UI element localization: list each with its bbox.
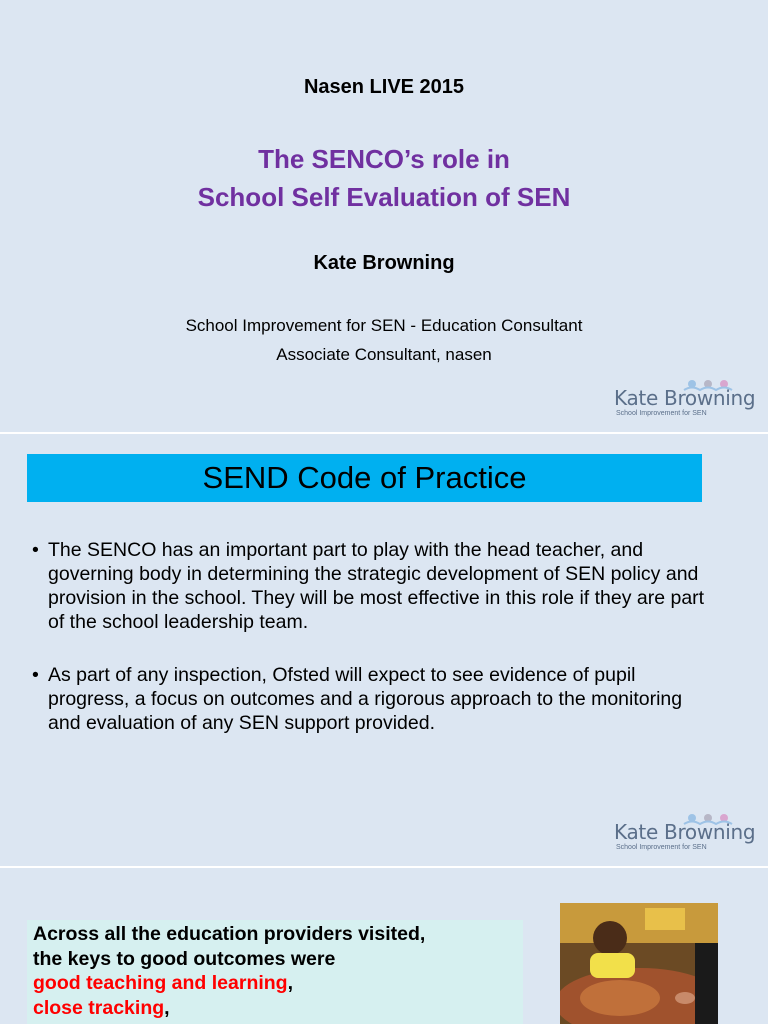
presentation-title xyxy=(0,140,768,216)
logo-name: Kate Browning xyxy=(614,820,756,844)
key-close-tracking: close tracking xyxy=(33,996,165,1019)
title-slide xyxy=(0,0,768,432)
quote-box xyxy=(27,920,523,1024)
kate-browning-logo xyxy=(614,812,754,858)
quote-line-2: the keys to good outcomes were xyxy=(33,947,336,970)
event-title: Nasen LIVE 2015 xyxy=(303,76,465,98)
logo-tagline: School Improvement for SEN xyxy=(616,410,707,417)
author-name: Kate Browning xyxy=(313,252,455,274)
quote-line-3: good teaching and learning, xyxy=(33,972,294,994)
bullet-list xyxy=(32,538,712,764)
quote-line-4: close tracking, xyxy=(33,996,170,1019)
affiliation-1: School Improvement for SEN - Education Consultant xyxy=(185,316,583,335)
bullet-item xyxy=(32,663,712,735)
bullet-icon: • xyxy=(32,539,39,561)
child-photo xyxy=(560,903,718,1024)
bullet-icon: • xyxy=(32,664,39,686)
outcomes-slide xyxy=(0,868,768,1024)
logo-tagline: School Improvement for SEN xyxy=(616,844,707,851)
bullet-item xyxy=(32,538,712,634)
quote-text xyxy=(33,922,425,1020)
kate-browning-logo xyxy=(614,378,754,424)
slide-heading: SEND Code of Practice xyxy=(27,454,702,502)
affiliation-2: Associate Consultant, nasen xyxy=(276,345,492,364)
code-of-practice-slide xyxy=(0,434,768,866)
bullet-text: As part of any inspection, Ofsted will expect to see evidence of pupil progress, a focus on outcomes and a rigorous approach to the monitoring and evaluation of any SEN support provided. xyxy=(48,664,683,734)
quote-line-1: Across all the education providers visited, xyxy=(33,923,426,945)
title-line-1: The SENCO’s role in xyxy=(258,144,510,174)
key-good-teaching: good teaching and learning xyxy=(33,972,288,994)
title-line-2: School Self Evaluation of SEN xyxy=(197,182,571,212)
child-playing-image xyxy=(560,903,718,1024)
logo-name: Kate Browning xyxy=(614,386,756,410)
bullet-text: The SENCO has an important part to play with the head teacher, and governing body in determining the strategic development of SEN policy and provision in the school. They will be most effective in this role if they are part of the school leadership team. xyxy=(48,539,705,633)
